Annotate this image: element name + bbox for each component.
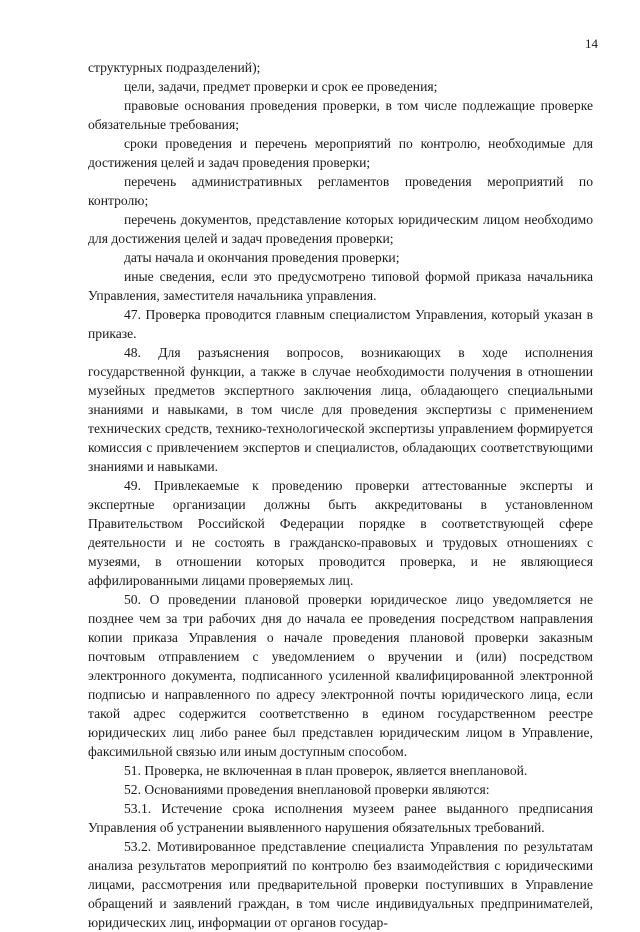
list-item-regulations: перечень административных регламентов проведения мероприятий по контролю;: [88, 174, 593, 208]
paragraph-48: 48. Для разъяснения вопросов, возникающих в ходе исполнения государственной функции, а также в случае необходимости получения в отношении музейных предметов экспертного заключения лица, обладающего специальными знаниями и навыками, в том числе для проведения экспертизы с применением технических средств, технико-технологической экспертизы управлением формируется комиссия с привлечением экспертов и специалистов, обладающих соответствующими знаниями и навыками.: [88, 345, 593, 474]
page-number: 14: [585, 36, 598, 51]
document-body: [88, 58, 593, 932]
paragraph-49: 49. Привлекаемые к проведению проверки аттестованные эксперты и экспертные организации должны быть аккредитованы в установленном Правительством Российской Федерации порядке в соответствующей сфере деятельности и не состоять в гражданско-правовых и трудовых отношениях с музеями, в отношении которых проводится проверка, и не являющиеся аффилированными лицами проверяемых лиц.: [88, 478, 593, 588]
list-item-other: иные сведения, если это предусмотрено типовой формой приказа начальника Управления, заместителя начальника управления.: [88, 269, 593, 303]
paragraph-50: 50. О проведении плановой проверки юридическое лицо уведомляется не позднее чем за три рабочих дня до начала ее проведения посредством направления копии приказа Управления о начале проведения плановой проверки заказным почтовым отправлением с уведомлением о вручении и (или) посредством электронного документа, подписанного усиленной квалифицированной электронной подписью и направленного по адресу электронной почты юридического лица, если такой адрес содержится соответственно в едином государственном реестре юридических лиц либо ранее был представлен юридическим лицом в Управление, факсимильной связью или иным доступным способом.: [88, 592, 593, 759]
list-item-legal-grounds: правовые основания проведения проверки, в том числе подлежащие проверке обязательные требования;: [88, 98, 593, 132]
paragraph-53-1: 53.1. Истечение срока исполнения музеем ранее выданного предписания Управления об устранении выявленного нарушения обязательных требований.: [88, 801, 593, 835]
list-item-terms: сроки проведения и перечень мероприятий по контролю, необходимые для достижения целей и задач проведения проверки;: [88, 136, 593, 170]
list-item-documents: перечень документов, представление которых юридическим лицом необходимо для достижения целей и задач проведения проверки;: [88, 212, 593, 246]
list-item-goals: цели, задачи, предмет проверки и срок ее проведения;: [124, 79, 438, 94]
paragraph-53-2: 53.2. Мотивированное представление специалиста Управления по результатам анализа результатов мероприятий по контролю без взаимодействия с юридическими лицами, рассмотрения или предварительной проверки поступивших в Управление обращений и заявлений граждан, в том числе индивидуальных предпринимателей, юридических лиц, информации от органов государ-: [88, 839, 593, 930]
paragraph-51: 51. Проверка, не включенная в план проверок, является внеплановой.: [124, 763, 528, 778]
paragraph-52: 52. Основаниями проведения внеплановой проверки являются:: [124, 782, 490, 797]
paragraph-continuation: структурных подразделений);: [88, 60, 261, 75]
paragraph-47: 47. Проверка проводится главным специалистом Управления, который указан в приказе.: [88, 307, 593, 341]
list-item-dates: даты начала и окончания проведения проверки;: [124, 250, 400, 265]
